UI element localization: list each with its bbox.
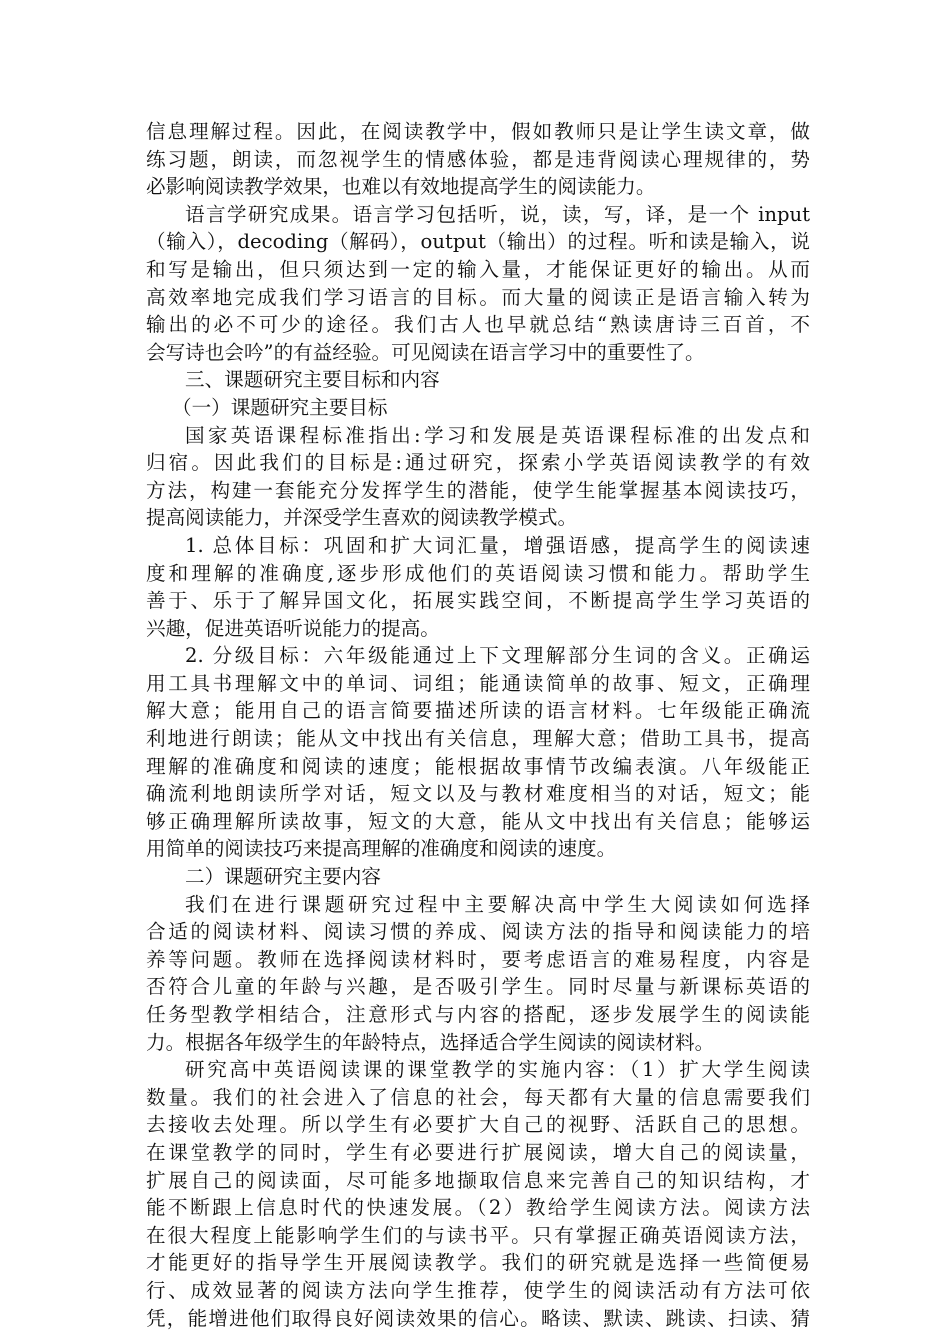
text-line: 善于、乐于了解异国文化，拓展实践空间，不断提高学生学习英语的 (146, 589, 810, 613)
text-line: （一）课题研究主要目标 (172, 395, 388, 419)
text-line: 信息理解过程。因此，在阅读教学中，假如教师只是让学生读文章，做 (146, 120, 810, 143)
text-line: 度和理解的准确度,逐步形成他们的英语阅读习惯和能力。帮助学生 (146, 561, 810, 585)
text-line: 用工具书理解文中的单词、词组；能通读简单的故事、短文，正确理 (146, 671, 810, 695)
text-line: 2. 分级目标：六年级能通过上下文理解部分生词的含义。正确运 (185, 644, 810, 668)
text-line: 才能更好的指导学生开展阅读教学。我们的研究就是选择一些简便易 (146, 1251, 810, 1275)
text-line: 用简单的阅读技巧来提高理解的准确度和阅读的速度。 (146, 837, 617, 861)
text-line: 利地进行朗读；能从文中找出有关信息，理解大意；借助工具书，提高 (146, 727, 810, 751)
text-line: 去接收去处理。所以学生有必要扩大自己的视野、活跃自己的思想。 (146, 1113, 810, 1137)
text-line: 行、成效显著的阅读方法向学生推荐，使学生的阅读活动有方法可依 (146, 1278, 810, 1302)
text-line: 解大意；能用自己的语言简要描述所读的语言材料。七年级能正确流 (146, 699, 810, 723)
text-line: 和写是输出，但只须达到一定的输入量，才能保证更好的输出。从而 (146, 257, 810, 281)
paragraph-p5 (146, 642, 810, 863)
text-line: 在很大程度上能影响学生们的与读书平。只有掌握正确英语阅读方法， (146, 1223, 810, 1247)
text-line: 否符合儿童的年龄与兴趣，是否吸引学生。同时尽量与新课标英语的 (146, 975, 810, 999)
text-line: 语言学研究成果。语言学习包括听，说，读，写，译，是一个 input (185, 202, 810, 226)
section-heading-h-content (146, 863, 810, 891)
paragraph-p7 (146, 1056, 810, 1332)
text-line: 在课堂教学的同时，学生有必要进行扩展阅读，增大自己的阅读量， (146, 1140, 810, 1164)
text-line: （输入），decoding（解码），output（输出）的过程。听和读是输入，说 (146, 230, 810, 254)
paragraph-p2 (146, 201, 810, 367)
text-line: 确流利地朗读所学对话，短文以及与教材难度相当的对话，短文；能 (146, 782, 810, 806)
text-line: 合适的阅读材料、阅读习惯的养成、阅读方法的指导和阅读能力的培 (146, 920, 810, 944)
document-page (146, 118, 810, 1332)
text-line: 三、课题研究主要目标和内容 (185, 368, 440, 392)
text-line: 能不断跟上信息时代的快速发展。（2）教给学生阅读方法。阅读方法 (146, 1196, 810, 1220)
text-line: 输出的必不可少的途径。我们古人也早就总结“熟读唐诗三百首，不 (146, 313, 810, 337)
text-line: 提高阅读能力，并深受学生喜欢的阅读教学模式。 (146, 506, 578, 530)
text-line: 凭，能增进他们取得良好阅读效果的信心。略读、默读、跳读、扫读、猜 (146, 1306, 810, 1330)
text-line: 1. 总体目标：巩固和扩大词汇量，增强语感，提高学生的阅读速 (185, 533, 810, 557)
text-line: 扩展自己的阅读面，尽可能多地撷取信息来完善自己的知识结构，才 (146, 1168, 810, 1192)
text-line: 兴趣，促进英语听说能力的提高。 (146, 616, 440, 640)
text-line: 国家英语课程标准指出:学习和发展是英语课程标准的出发点和 (185, 423, 810, 447)
text-line: 归宿。因此我们的目标是:通过研究，探索小学英语阅读教学的有效 (146, 451, 810, 475)
text-line: 二）课题研究主要内容 (185, 865, 381, 889)
text-line: 养等问题。教师在选择阅读材料时，要考虑语言的难易程度，内容是 (146, 947, 810, 971)
section-heading-h-section3 (146, 366, 810, 394)
text-line: 研究高中英语阅读课的课堂教学的实施内容：（1）扩大学生阅读 (185, 1058, 810, 1082)
paragraph-p6 (146, 891, 810, 1057)
text-line: 数量。我们的社会进入了信息的社会，每天都有大量的信息需要我们 (146, 1085, 810, 1109)
section-heading-h-goal (146, 394, 810, 422)
text-line: 方法，构建一套能充分发挥学生的潜能，使学生能掌握基本阅读技巧， (146, 478, 810, 502)
paragraph-p3 (146, 422, 810, 532)
text-line: 理解的准确度和阅读的速度；能根据故事情节改编表演。八年级能正 (146, 754, 810, 778)
paragraph-p4 (146, 532, 810, 642)
text-line: 力。根据各年级学生的年龄特点，选择适合学生阅读的阅读材料。 (146, 1030, 715, 1054)
text-line: 练习题，朗读，而忽视学生的情感体验，都是违背阅读心理规律的，势 (146, 147, 810, 171)
text-line: 会写诗也会吟”的有益经验。可见阅读在语言学习中的重要性了。 (146, 340, 705, 364)
text-line: 高效率地完成我们学习语言的目标。而大量的阅读正是语言输入转为 (146, 285, 810, 309)
text-line: 任务型教学相结合，注意形式与内容的搭配，逐步发展学生的阅读能 (146, 1003, 810, 1026)
text-line: 我们在进行课题研究过程中主要解决高中学生大阅读如何选择 (185, 892, 810, 916)
text-line: 必影响阅读教学效果，也难以有效地提高学生的阅读能力。 (146, 175, 656, 199)
paragraph-p1 (146, 118, 810, 201)
text-line: 够正确理解所读故事，短文的大意，能从文中找出有关信息；能够运 (146, 809, 810, 833)
